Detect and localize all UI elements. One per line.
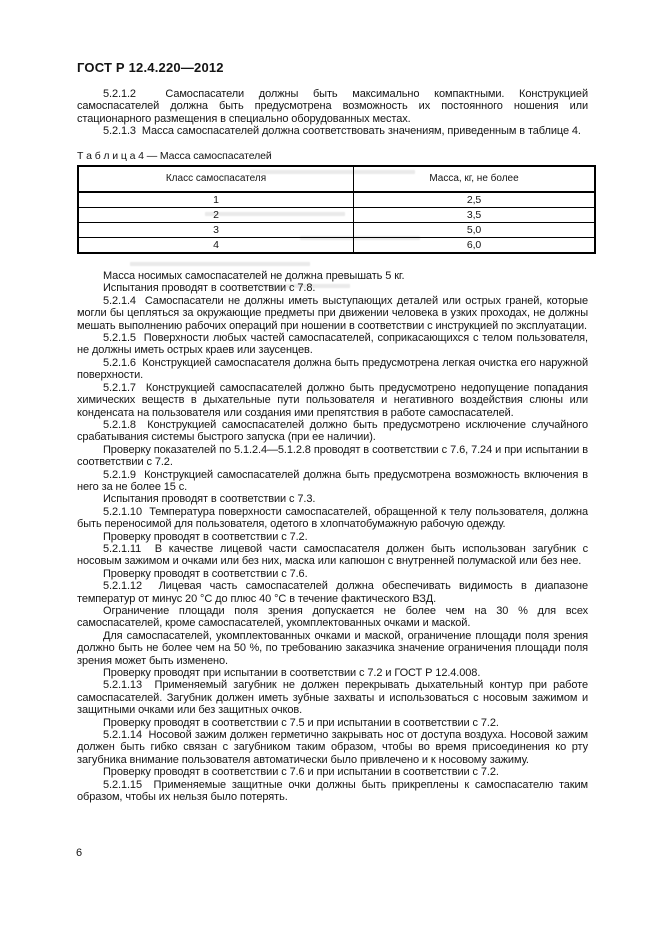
paragraph: 5.2.1.14 Носовой зажим должен герметично закрывать нос от доступа воздуха. Носовой зажим должен быть гибко связан с загубником таким образом, чтобы во время присоединения ко рту загубника внимание пользователя автоматически было привлечено и к носовому зажиму. [77,729,588,766]
table-cell-mass: 5,0 [354,223,596,238]
paragraph: 5.2.1.7 Конструкцией самоспасателей должно быть предусмотрено недопущение попадания химических веществ в дыхательные пути пользователя и негативного воздействия слюны или конденсата на пользователя или создания ими препятствия в работе самоспасателей. [77,381,588,419]
paragraph: 5.2.1.13 Применяемый загубник не должен перекрывать дыхательный контур при работе самоспасателей. Загубник должен иметь зубные захваты и использоваться с носовым зажимом и защитными очками или без защитных очков. [77,679,588,717]
table-cell-mass: 3,5 [354,208,596,223]
paragraph: Проверку проводят в соответствии с 7.6 и при испытании в соответствии с 7.2. [103,766,499,779]
paragraph: 5.2.1.11 В качестве лицевой части самоспасателя должен быть использован загубник с носовым зажимом и очками или без них, маска или капюшон с внутренней полумаской или без нее. [77,542,588,568]
mass-table [77,165,596,254]
document-header: ГОСТ Р 12.4.220—2012 [77,60,224,75]
table-cell-class: 3 [78,223,354,238]
paragraph: 5.2.1.9 Конструкцией самоспасателей должна быть предусмотрена возможность включения в него за не более 15 с. [77,468,588,493]
paragraph: Проверку проводят при испытании в соответствии с 7.2 и ГОСТ Р 12.4.008. [103,667,481,680]
table-cell-mass: 2,5 [354,192,596,208]
clauses-block [77,270,588,803]
paragraph: Ограничение площади поля зрения допускается не более чем на 30 % для всех самоспасателей, кроме самоспасателей, укомплектованных очками и маской. [77,605,588,630]
paragraph: Проверку проводят в соответствии с 7.6. [103,567,308,580]
paragraph: 5.2.1.5 Поверхности любых частей самоспасателей, соприкасающихся с телом пользователя, не должны иметь острых краев или заусенцев. [77,332,588,357]
table-row [78,238,595,254]
paragraph: Проверку проводят в соответствии с 7.5 и при испытании в соответствии с 7.2. [103,716,499,729]
paragraph: 5.2.1.4 Самоспасатели не должны иметь выступающих деталей или острых граней, которые могли бы цепляться за окружающие предметы при движении человека в узких проходах, не должны мешать выполнению рабочих операций при ношении в соответствии с инструкцией по эксплуатации. [77,294,588,332]
table-cell-class: 4 [78,238,354,254]
paragraph: Испытания проводят в соответствии с 7.3. [103,493,316,506]
table-cell-class: 1 [78,192,354,208]
document-body [77,88,588,804]
paragraph: 5.2.1.6 Конструкцией самоспасателя должна быть предусмотрена легкая очистка его наружной поверхности. [77,356,588,382]
table-cell-mass: 6,0 [354,238,596,254]
table-row [78,208,595,223]
paragraph: 5.2.1.15 Применяемые защитные очки должны быть прикреплены к самоспасателю таким образом, чтобы их нельзя было потерять. [77,778,588,804]
table-cell-class: 2 [78,208,354,223]
paragraph: 5.2.1.2 Самоспасатели должны быть максимально компактными. Конструкцией самоспасателей должна быть предусмотрена возможность их постоянного ношения или стационарного размещения в специально оборудованных местах. [77,88,588,125]
paragraph: 5.2.1.3 Масса самоспасателей должна соответствовать значениям, приведенным в таблице 4. [103,125,581,138]
paragraph: 5.2.1.12 Лицевая часть самоспасателей должна обеспечивать видимость в диапазоне температур от минус 20 °С до плюс 40 °С в течение фактического ВЗД. [77,580,588,605]
table-caption: Т а б л и ц а 4 — Масса самоспасателей [77,149,272,162]
table-row [78,223,595,238]
paragraph: Масса носимых самоспасателей не должна превышать 5 кг. [103,270,405,283]
paragraph: Проверку проводят в соответствии с 7.2. [103,530,308,543]
page-number: 6 [76,847,83,859]
table-header-mass: Масса, кг, не более [354,166,596,192]
paragraph: Проверку показателей по 5.1.2.4—5.1.2.8 проводят в соответствии с 7.6, 7.24 и при испытании в соответствии с 7.2. [77,443,588,469]
paragraph: Испытания проводят в соответствии с 7.8. [103,282,316,295]
table-header-row [78,166,595,192]
table-header-class: Класс самоспасателя [78,166,354,192]
table-row [78,192,595,208]
paragraph: 5.2.1.10 Температура поверхности самоспасателей, обращенной к телу пользователя, должна быть переносимой для пользователя, одетого в хлопчатобумажную рабочую одежду. [77,505,588,531]
paragraph: Для самоспасателей, укомплектованных очками и маской, ограничение площади поля зрения должно быть не более чем на 50 %, по требованию заказчика значение ограничения площади поля зрения может быть изменено. [77,629,588,667]
paragraph: 5.2.1.8 Конструкцией самоспасателей должно быть предусмотрено исключение случайного срабатывания системы быстрого запуска (при ее наличии). [77,418,588,444]
